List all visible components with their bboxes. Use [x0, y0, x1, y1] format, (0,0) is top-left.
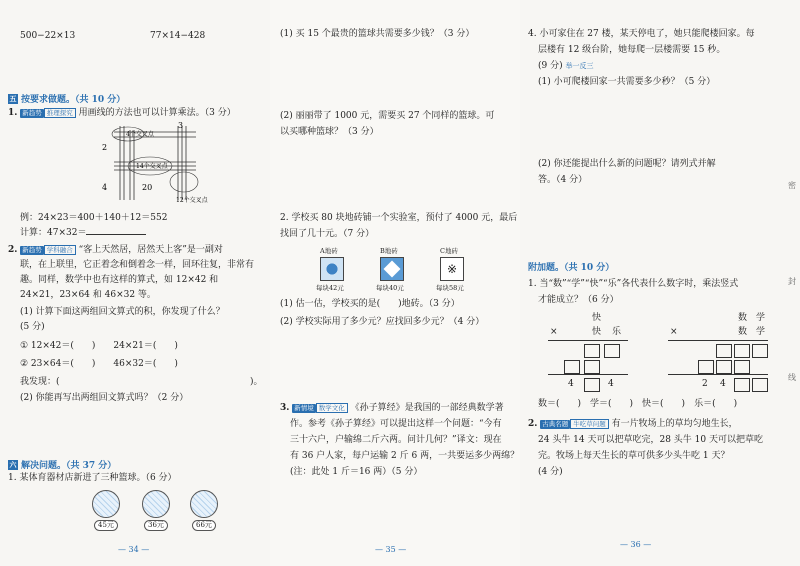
label-2: 2 — [102, 143, 108, 152]
q6-1: 1. 某体育器材店新进了三种篮球。（6 分） — [8, 473, 177, 483]
q-text: 用画线的方法也可以计算乘法。（3 分） — [78, 108, 236, 118]
q-score: (9 分) — [538, 61, 563, 71]
tile-c-icon: ※ — [440, 257, 464, 281]
q6-4-2-line2: 答。（4 分） — [538, 175, 588, 185]
tile-c-price: 每块58元 — [436, 284, 464, 292]
category-tag: 牛吃草问题 — [570, 419, 609, 429]
q6-3-line3: 三十六户，户输绵二斤六两。问计几何？”译文：现在 — [290, 435, 502, 445]
basketball-icon — [92, 490, 120, 518]
q5-2-line — [8, 244, 223, 256]
blank-box[interactable] — [698, 360, 714, 374]
page-34 — [0, 0, 270, 566]
v2-top-digit-a: 数 — [738, 313, 748, 323]
bonus-heading: 附加题。（共 10 分） — [528, 263, 615, 273]
bonus-1-line1: 1. 当“数”“学”“快”“乐”各代表什么数字时，乘法竖式 — [528, 279, 739, 289]
tile-a-icon — [320, 257, 344, 281]
blank-box[interactable] — [716, 360, 732, 374]
bonus-2-line3: 完。牧场上每天生长的草可供多少头牛吃 1 天？ — [538, 451, 730, 461]
tile-b-price: 每块40元 — [376, 284, 404, 292]
q5-2-text-3: 趣。同样，数学中也有这样的算式，如 12×42 和 — [20, 275, 219, 285]
q6-2-2: (2) 学校实际用了多少元？应找回多少元？（4 分） — [280, 317, 485, 327]
label-4-cross: 4个交叉点 — [126, 131, 154, 138]
q6-4-1: (1) 小可爬楼回家一共需要多少秒？（5 分） — [538, 77, 716, 87]
section-6-number: 六 — [9, 459, 17, 469]
page-35 — [270, 0, 520, 566]
trend-tag: 新趋势 — [22, 246, 42, 254]
q6-3-line5: (注：此处 1 斤＝16 两）（5 分） — [290, 467, 423, 477]
blank-box[interactable] — [584, 360, 600, 374]
q5-2-1: (1) 计算下面这两组回文算式的积，你发现了什么？ — [20, 307, 225, 317]
line-multiplication-diagram — [96, 120, 226, 210]
page-number: — 34 — — [118, 545, 150, 554]
basketball-icon — [190, 490, 218, 518]
section-6-title: 解决问题。（共 37 分） — [21, 461, 117, 471]
blank-box[interactable] — [564, 360, 580, 374]
binding-margin-char: 密 — [788, 181, 796, 190]
basketball-icon — [142, 490, 170, 518]
bonus-2-line4: (4 分) — [538, 467, 563, 477]
price-label: 66元 — [192, 520, 216, 531]
discovery-open: 我发现：( — [20, 377, 60, 387]
q6-4-line2: 层楼有 12 级台阶，她每爬一层楼需要 15 秒。 — [538, 45, 726, 55]
q6-1-1: (1) 买 15 个最贵的篮球共需要多少钱？（3 分） — [280, 29, 475, 39]
q6-2-line2: 找回了几十元。（7 分） — [280, 229, 375, 239]
q-number: 3. — [280, 403, 290, 413]
label-3: 3 — [178, 121, 184, 130]
q6-1-2-line2: 以买哪种篮球？（3 分） — [280, 127, 379, 137]
v2-times: × — [670, 327, 678, 337]
category-tag: 学科融合 — [44, 245, 76, 255]
binding-margin-char: 封 — [788, 277, 796, 286]
q-text: “客上天然居，居然天上客”是一副对 — [78, 245, 223, 255]
q-number: 1. — [8, 108, 18, 118]
v2-mid-digit-b: 学 — [756, 327, 766, 337]
v2-mid-digit-a: 数 — [738, 327, 748, 337]
q5-2-1-score: (5 分) — [20, 322, 45, 332]
bonus-2-line2: 24 头牛 14 天可以把草吃完，28 头牛 10 天可以把草吃 — [538, 435, 763, 445]
tile-a-price: 每块42元 — [316, 284, 344, 292]
category-tag: 推理探究 — [44, 108, 76, 118]
palindrome-eq-2: ② 23×64＝( ) 46×32＝( ) — [20, 359, 178, 369]
tile-b-label: B地砖 — [380, 247, 398, 255]
section-5-heading — [8, 92, 125, 105]
v1-result-first: 4 — [568, 379, 574, 389]
q6-3-line1 — [280, 402, 504, 414]
v1-times: × — [550, 327, 558, 337]
blank-box[interactable] — [734, 378, 750, 392]
v1-result-last: 4 — [608, 379, 614, 389]
blank-box[interactable] — [734, 344, 750, 358]
blank-box[interactable] — [716, 344, 732, 358]
classic-tag: 古典名题 — [542, 420, 569, 428]
q5-2-text-2: 联，在上联里，它正着念和倒着念一样，回环往复，非常有 — [20, 260, 255, 270]
label-4: 4 — [102, 183, 108, 192]
page-number: — 35 — — [375, 545, 407, 554]
price-label: 45元 — [94, 520, 118, 531]
page-number: — 36 — — [620, 540, 652, 549]
section-5-title: 按要求做题。（共 10 分） — [21, 95, 126, 105]
tile-a-label: A地砖 — [320, 247, 338, 255]
q6-4-line1: 4. 小可家住在 27 楼，某天停电了，她只能爬楼回家。每 — [528, 29, 755, 39]
bonus-2-line1 — [528, 418, 738, 430]
category-tag: 数学文化 — [316, 403, 348, 413]
q6-4-line3 — [538, 60, 594, 72]
v1-mid-digit-b: 乐 — [612, 327, 622, 337]
blank-box[interactable] — [604, 344, 620, 358]
v2-result-second: 4 — [720, 379, 726, 389]
v1-top-digit: 快 — [592, 313, 602, 323]
expr-b: 77×14−428 — [150, 31, 206, 41]
label-12-cross: 12个交叉点 — [176, 197, 208, 204]
bonus-1-line2: 才能成立？（6 分） — [538, 295, 619, 305]
q5-1-line — [8, 107, 236, 119]
label-20: 20 — [142, 183, 153, 192]
expr-a: 500−22×13 — [20, 31, 76, 41]
q6-1-2-line1: (2) 丽丽带了 1000 元，需要买 27 个同样的篮球。可 — [280, 111, 495, 121]
q-number: 2. — [8, 245, 18, 255]
v2-result-first: 2 — [702, 379, 708, 389]
blank-box[interactable] — [584, 378, 600, 392]
tile-b-icon — [380, 257, 404, 281]
q6-2-1: (1) 估一估，学校买的是( )地砖。（3 分） — [280, 299, 460, 309]
price-label: 36元 — [144, 520, 168, 531]
q5-2-2: (2) 你能再写出两组回文算式吗？（2 分） — [20, 393, 189, 403]
section-6-heading — [8, 458, 116, 471]
q-number: 2. — [528, 419, 538, 429]
blank-box[interactable] — [752, 378, 768, 392]
binding-margin-char: 线 — [788, 373, 796, 382]
q6-3-line4: 有 36 户人家，每户运输 2 斤 6 两，一共要运多少两绵？ — [290, 451, 520, 461]
palindrome-eq-1: ① 12×42＝( ) 24×21＝( ) — [20, 341, 178, 351]
discovery-close: )。 — [250, 377, 263, 387]
q-text: 《孙子算经》是我国的一部经典数学著 — [350, 403, 504, 413]
calc-text: 计算：47×32＝ — [20, 228, 87, 238]
v1-mid-digit-a: 快 — [592, 327, 602, 337]
example-line: 例：24×23＝400＋140＋12＝552 — [20, 213, 168, 223]
digit-answer-line: 数＝( ) 学＝( ) 快＝( ) 乐＝( ) — [538, 399, 738, 409]
trend-tag: 新情境 — [294, 404, 314, 412]
v2-top-digit-b: 学 — [756, 313, 766, 323]
tile-c-label: C地砖 — [440, 247, 458, 255]
label-14-cross: 14个交叉点 — [136, 163, 168, 170]
trend-tag: 新趋势 — [22, 109, 42, 117]
blank-box[interactable] — [734, 360, 750, 374]
section-5-number: 五 — [9, 93, 17, 103]
calc-line — [20, 227, 146, 239]
q6-2-line1: 2. 学校买 80 块地砖铺一个实验室，预付了 4000 元，最后 — [280, 213, 518, 223]
blank-box[interactable] — [584, 344, 600, 358]
q5-2-text-4: 24×21，23×64 和 46×32 等。 — [20, 290, 156, 300]
page-36 — [520, 0, 800, 566]
blank-box[interactable] — [752, 344, 768, 358]
variation-tag: 举一反三 — [565, 62, 594, 70]
q6-3-line2: 作。参考《孙子算经》可以提出这样一个问题：“今有 — [290, 419, 502, 429]
q6-4-2-line1: (2) 你还能提出什么新的问题呢？请列式并解 — [538, 159, 716, 169]
q-text: 有一片牧场上的草均匀地生长， — [611, 419, 738, 429]
